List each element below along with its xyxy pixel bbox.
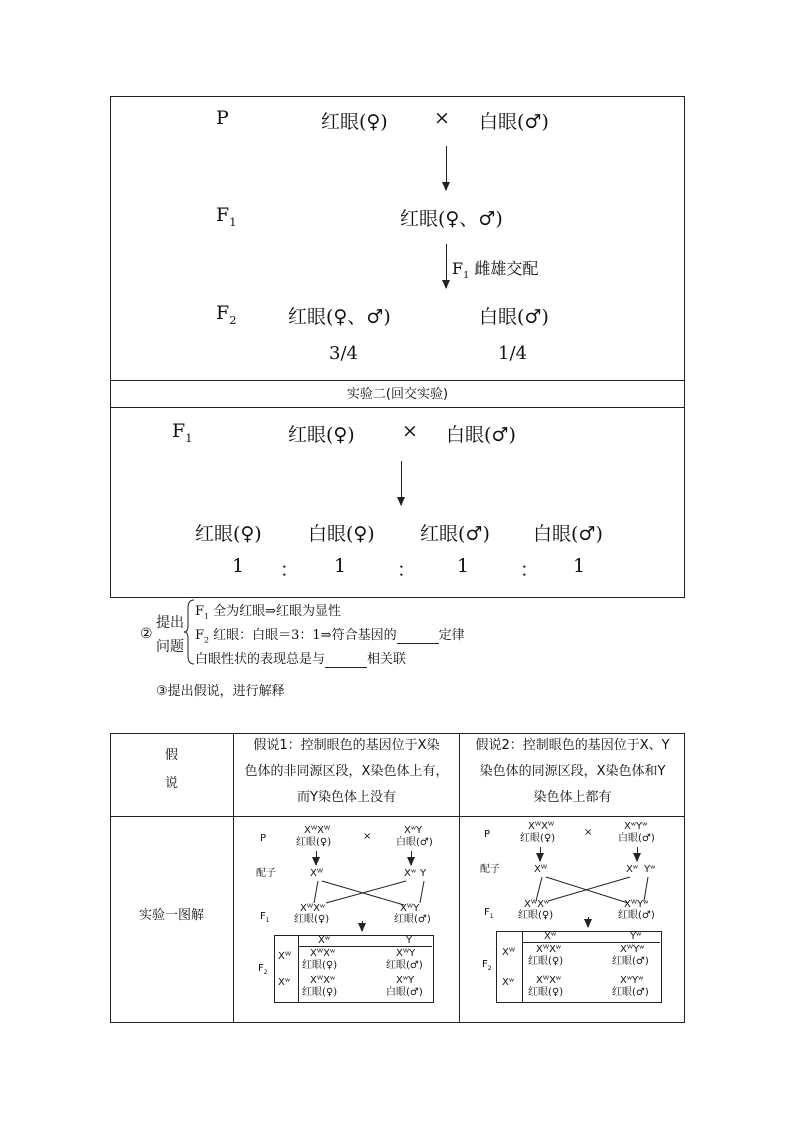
- p-female-phenotype: 红眼(♀): [321, 111, 388, 133]
- d1-c12: XᵂY: [396, 948, 416, 959]
- d1-c22-pheno: 白眼(♂): [386, 987, 423, 998]
- d2-p: P: [484, 829, 491, 840]
- d1-female-pheno: 红眼(♀): [296, 837, 332, 848]
- exp2-parent-female: 红眼(♀): [288, 424, 355, 446]
- d1-c21-pheno: 红眼(♀): [302, 987, 338, 998]
- divider-bottom: [110, 407, 685, 408]
- p-male-phenotype: 白眼(♂): [479, 111, 549, 133]
- ratio-sep-1: ：: [280, 559, 300, 581]
- d1-c11: XᵂXʷ: [310, 948, 336, 959]
- d2-c12: XᵂYʷ: [620, 944, 645, 955]
- d2-c22: XʷYʷ: [620, 975, 644, 986]
- d2-gamete-label: 配子: [480, 864, 500, 875]
- row-label-experiment-1: 实验一图解: [138, 908, 204, 923]
- d2-f1-pheno-b: 红眼(♂): [618, 910, 655, 921]
- exp2-cross-symbol: ×: [402, 420, 418, 442]
- d2-male-pheno: 白眼(♂): [618, 833, 655, 844]
- f2-ratio-red: 3/4: [329, 343, 358, 364]
- offspring-red-male: 红眼(♂): [420, 523, 490, 545]
- f1-label: $F_1$: [216, 204, 237, 229]
- d1-row-2: Xʷ: [278, 977, 291, 988]
- d2-f1-genotype-b: XᵂYʷ: [624, 899, 649, 910]
- d1-male-pheno: 白眼(♂): [396, 837, 433, 848]
- d1-p: P: [260, 833, 267, 844]
- ratio-3: 1: [457, 555, 470, 577]
- d1-f1-pheno-b: 红眼(♂): [394, 914, 431, 925]
- f2-red-phenotype: 红眼(♀、♂): [288, 306, 391, 328]
- p-label: P: [216, 107, 229, 129]
- question-marker: ②: [140, 626, 153, 642]
- exp2-f1-label: $F_1$: [172, 420, 193, 445]
- f2-white-phenotype: 白眼(♂): [479, 306, 549, 328]
- d2-row-2: Xʷ: [502, 977, 515, 988]
- d1-col-1: Xʷ: [318, 935, 331, 946]
- d1-female-genotype: XᵂXᵂ: [304, 825, 331, 836]
- f2-label: $F_2$: [216, 302, 237, 327]
- hypothesis-1-line-2: 色体的非同源区段，X染色体上有，: [244, 764, 449, 779]
- header-label-2: 说: [164, 776, 178, 791]
- d2-arrow-f1-f2: [588, 917, 589, 927]
- d1-f2-label: $F_2$: [258, 963, 268, 976]
- d2-f1-genotype-a: XᵂXʷ: [524, 899, 550, 910]
- ratio-4: 1: [573, 555, 586, 577]
- d1-arrow-f1-f2: [362, 921, 363, 931]
- d1-f1-label: $F_1$: [260, 911, 270, 924]
- d2-col-1: Xʷ: [544, 931, 557, 942]
- d1-gamete-label: 配子: [256, 868, 276, 879]
- d2-c12-pheno: 红眼(♂): [612, 956, 649, 967]
- d1-male-genotype: XʷY: [404, 825, 423, 836]
- d2-gamete-1: Xᵂ: [534, 864, 548, 875]
- f2-ratio-white: 1/4: [498, 343, 527, 364]
- hypothesis-1-line-1: 假说1：控制眼色的基因位于X染: [253, 738, 440, 753]
- arrow-exp2: [401, 461, 402, 505]
- arrow-p-to-f1: [446, 146, 447, 190]
- d2-gamete-2: Xʷ: [626, 864, 639, 875]
- hypothesis-2-line-1: 假说2：控制眼色的基因位于X、Y: [475, 738, 670, 753]
- diagram-hypothesis-2: [460, 817, 685, 1022]
- offspring-red-female: 红眼(♀): [195, 523, 262, 545]
- d2-c11: XᵂXʷ: [536, 944, 562, 955]
- d1-gamete-1: Xᵂ: [310, 868, 324, 879]
- ratio-sep-3: ：: [520, 559, 540, 581]
- d2-f2-label: $F_2$: [482, 959, 492, 972]
- d1-gamete-3: Y: [420, 868, 427, 879]
- d1-cross: ×: [363, 831, 372, 842]
- diagram-hypothesis-1: [234, 817, 459, 1022]
- mating-label: $F_1$ 雌雄交配: [452, 259, 539, 282]
- exp2-parent-male: 白眼(♂): [446, 424, 516, 446]
- d2-c22-pheno: 红眼(♂): [612, 987, 649, 998]
- d1-col-2: Y: [406, 935, 413, 946]
- arrow-f1-to-f2: [446, 244, 447, 288]
- d1-c12-pheno: 红眼(♂): [386, 960, 423, 971]
- offspring-white-male: 白眼(♂): [533, 523, 603, 545]
- f1-phenotype: 红眼(♀、♂): [400, 208, 503, 230]
- d2-col-2: Yʷ: [630, 931, 642, 942]
- header-label-1: 假: [164, 748, 178, 763]
- d2-female-pheno: 红眼(♀): [520, 833, 556, 844]
- d1-c11-pheno: 红眼(♀): [302, 960, 338, 971]
- blank-2[interactable]: [325, 652, 367, 668]
- offspring-white-female: 白眼(♀): [308, 523, 375, 545]
- d1-f1-pheno-a: 红眼(♀): [294, 914, 330, 925]
- d2-f1-pheno-a: 红眼(♀): [518, 910, 554, 921]
- d2-gamete-3: Yʷ: [644, 864, 656, 875]
- d2-c21-pheno: 红眼(♀): [528, 987, 564, 998]
- hypothesis-2-line-2: 染色体的同源区段，X染色体和Y: [479, 764, 666, 779]
- d1-f1-genotype-b: XᵂY: [400, 903, 420, 914]
- question-item-1: $F_1$ 全为红眼⇒红眼为显性: [195, 604, 342, 621]
- step-3-heading: ③提出假说，进行解释: [156, 684, 285, 699]
- d2-c11-pheno: 红眼(♀): [528, 956, 564, 967]
- hypothesis-2-line-3: 染色体上都有: [533, 790, 612, 805]
- d2-f1-label: $F_1$: [484, 907, 494, 920]
- d2-row-1: Xᵂ: [502, 947, 516, 958]
- d1-row-1: Xᵂ: [278, 951, 292, 962]
- question-label-1: 提出: [156, 615, 184, 631]
- blank-1[interactable]: [397, 628, 439, 644]
- exp2-title: 实验二(回交实验): [346, 387, 449, 402]
- d2-cross: ×: [584, 827, 593, 838]
- d1-c21: XᵂXʷ: [310, 975, 336, 986]
- d2-female-genotype: XᵂXᵂ: [528, 821, 555, 832]
- divider-top: [110, 380, 685, 381]
- question-label-2: 问题: [156, 639, 184, 655]
- hypothesis-1-line-3: 而Y染色体上没有: [297, 790, 396, 805]
- d1-gamete-2: Xʷ: [404, 868, 417, 879]
- ratio-1: 1: [232, 555, 245, 577]
- ratio-sep-2: ：: [397, 559, 417, 581]
- cross-symbol: ×: [434, 107, 450, 129]
- d2-c21: XᵂXʷ: [536, 975, 562, 986]
- question-item-3: 白眼性状的表现总是与 相关联: [195, 652, 407, 667]
- d2-male-genotype: XʷYʷ: [624, 821, 648, 832]
- d1-f1-genotype-a: XᵂXʷ: [300, 903, 326, 914]
- ratio-2: 1: [334, 555, 347, 577]
- question-item-2: $F_2$ 红眼：白眼＝3：1⇒符合基因的 定律: [195, 628, 465, 645]
- d1-c22: XʷY: [396, 975, 415, 986]
